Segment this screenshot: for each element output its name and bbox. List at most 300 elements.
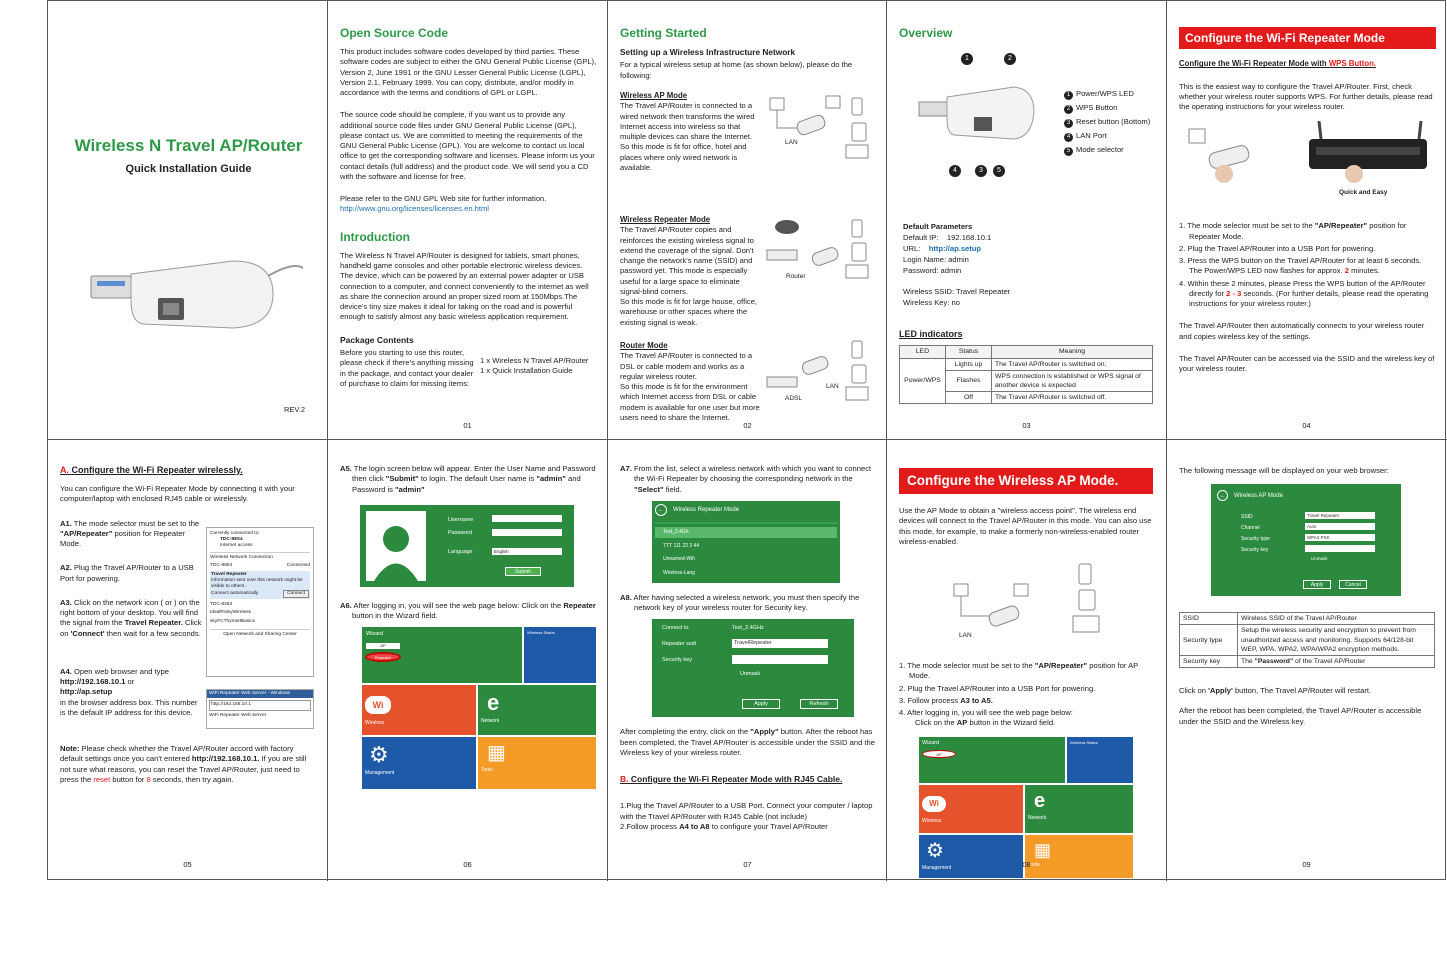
network-item[interactable]: TDC-8463 xyxy=(210,601,233,607)
brochure-sheet xyxy=(47,0,1446,880)
gnu-url-link[interactable]: http://www.gnu.org/licenses/licenses.en.html xyxy=(340,204,489,214)
step-bold: "Select" xyxy=(634,484,664,494)
ap-step-4 xyxy=(899,708,1156,729)
management-label: Management xyxy=(365,769,395,776)
step-text: button in the Wizard field. xyxy=(967,718,1056,728)
reboot-text: After the reboot has been completed, the Travel AP/Router is accessible under the SSID and the Wireless key. xyxy=(1179,706,1422,726)
note-text: After completing the entry, click on the xyxy=(620,727,751,737)
led-table xyxy=(899,345,1153,404)
apply-button[interactable]: Apply xyxy=(1303,580,1331,589)
section-title: Configure the Wi-Fi Repeater Mode with RJ45 Cable. xyxy=(628,774,843,784)
security-type-select[interactable]: WPA2 PSK xyxy=(1305,534,1375,541)
network-row[interactable]: Test_2.4Gh xyxy=(655,527,837,538)
net-status: Connected xyxy=(286,562,310,568)
cover-subtitle: Quick Installation Guide xyxy=(125,162,252,175)
step-bold: AP xyxy=(956,718,968,728)
step-a7 xyxy=(620,464,877,495)
list-title: Wireless Repeater Mode xyxy=(673,506,740,513)
col-header: Status xyxy=(946,346,992,358)
net-info: Information sent over this network might be visible to others. xyxy=(211,577,303,589)
ap-mode-title: Wireless AP Mode xyxy=(1234,492,1283,499)
heading-wifi-repeater: Configure the Wi-Fi Repeater Mode xyxy=(1179,27,1436,49)
wifi-icon: Wi xyxy=(922,796,946,812)
connect-to-label: Connect to xyxy=(662,625,689,632)
heading-package-contents: Package Contents xyxy=(340,334,414,345)
security-key-input[interactable] xyxy=(732,655,828,664)
step-a4 xyxy=(60,667,202,718)
step-bold: 'Connect' xyxy=(70,628,105,638)
unmask-checkbox[interactable]: Unmask xyxy=(1311,556,1328,562)
step-text: Click on the xyxy=(915,718,957,728)
username-label: Username xyxy=(448,516,474,523)
steps-area xyxy=(60,519,317,719)
network-item[interactable]: IdealRoleyWireless xyxy=(210,610,252,616)
password-label: Password xyxy=(448,529,473,536)
security-key-screenshot xyxy=(652,619,854,717)
package-text: Before you starting to use this router, please check if there's anything missing in the package, and contact your dealer of purchase to claim for missing items: xyxy=(340,348,474,388)
step-a8 xyxy=(620,593,877,614)
tools-tile[interactable] xyxy=(1025,835,1133,878)
network-row[interactable]: Unnamed-Wifi xyxy=(663,556,695,563)
ap-step-1 xyxy=(899,661,1156,682)
step-bold: A3 to A5. xyxy=(960,695,993,705)
step-text: minutes. xyxy=(1348,266,1380,276)
note-text: If you are still not sure what reasons, you can reset the Travel AP/Router, just need to press the xyxy=(60,754,307,784)
wps-result: The Travel AP/Router then automatically connects to your wireless router and copies wireless key of the settings. xyxy=(1179,321,1425,341)
ap-diagram xyxy=(899,554,1156,649)
ip-label: Default IP: xyxy=(903,233,939,243)
meaning-cell: The Travel AP/Router is switched on. xyxy=(992,358,1153,370)
cancel-button[interactable]: Cancel xyxy=(1339,580,1367,589)
wireless-tile[interactable] xyxy=(362,685,476,735)
intro-text: The Wireless N Travel AP/Router is designed for tablets, smart phones, handheld game consoles and other portable electronic wireless devices. The device, which can be powered by an external power adapter or USB connection to a computer, and connect conveniently to the internet as well as share the connection around an proper sized room at 150Mbps.The device's tiny size makes it ideal for taking on the road and is powerful enough to satisfy almost any basic wireless application requirement. xyxy=(340,250,589,322)
package-item: 1 x Quick Installation Guide xyxy=(480,366,573,376)
setup-intro: For a typical wireless setup at home (as shown below), please do the following: xyxy=(620,60,853,80)
wps-illustration xyxy=(1179,119,1439,199)
source-code-text: The source code should be complete, if you want us to provide any additional source code files under GNU General Public License (GPL), please contact us. We are committed to meeting the requirements of the GNU General Public License (GPL). You are welcome to contact us local office to get the corresponding software and licenses. Please inform us your contact details (full address) and the product code. We will send you a CD with the software and license for free. xyxy=(340,110,595,181)
step-bold: Repeater xyxy=(563,600,596,610)
sharing-center-link[interactable]: Open Network and Sharing Center xyxy=(210,629,310,638)
wps-steps xyxy=(1179,221,1436,309)
callout-2: 2 xyxy=(1004,53,1016,65)
ap-mode-diagram xyxy=(762,93,882,163)
legend-item: LAN Port xyxy=(1076,131,1107,141)
security-type-label: Security type xyxy=(1241,536,1270,543)
url-label: URL: xyxy=(903,244,921,254)
apply-button[interactable]: Apply xyxy=(742,699,780,709)
setting-desc xyxy=(1238,655,1435,667)
repeater-list-screenshot xyxy=(652,501,840,583)
login-screenshot xyxy=(360,505,574,587)
text-bold: 'Apply' xyxy=(1208,686,1233,696)
security-key-input[interactable] xyxy=(1305,545,1375,552)
step-text: button in the Wizard field. xyxy=(352,611,438,620)
browser-window xyxy=(206,689,314,729)
heading-introduction: Introduction xyxy=(340,229,410,244)
browser-icon: e xyxy=(487,690,500,716)
step-text: 3. Follow process xyxy=(899,695,961,705)
step-text: The login screen below will appear. Enter the User Name and Password then click xyxy=(351,464,596,484)
unmask-checkbox[interactable]: Unmask xyxy=(740,671,761,678)
page-number: 01 xyxy=(463,420,472,430)
status-cell: Off xyxy=(946,392,992,404)
step-text: After having selected a wireless network, you must then specify the network key of your wireless router for Security key. xyxy=(631,592,860,612)
ap-button[interactable]: AP xyxy=(922,750,956,758)
setting-name: SSID xyxy=(1180,613,1238,625)
step-text: position for Repeater Mode. xyxy=(1189,221,1407,241)
ap-dashboard-screenshot xyxy=(919,737,1133,878)
router-mode-diagram xyxy=(762,339,882,409)
net-name: TDC-98S4 xyxy=(220,536,243,542)
apply-restart-text xyxy=(1179,686,1436,696)
step-text: Click on xyxy=(60,618,202,638)
callout-4: 4 xyxy=(949,165,961,177)
note-url: http://192.168.10.1. xyxy=(191,754,260,764)
legend-item: Reset button (Bottom) xyxy=(1076,117,1151,127)
heading-overview: Overview xyxy=(899,26,953,40)
legend-item: WPS Button xyxy=(1076,103,1118,113)
heading-infrastructure: Setting up a Wireless Infrastructure Network xyxy=(620,47,796,58)
wps-subheading-text: Configure the Wi-Fi Repeater Mode with xyxy=(1179,59,1329,69)
repeater-ssid-label: Repeater ssid xyxy=(662,641,696,648)
page-number: 05 xyxy=(183,859,192,869)
gpl-ref-text: Please refer to the GNU GPL Web site for further information. xyxy=(340,194,547,204)
net-current: Currently connected to: xyxy=(210,530,260,536)
section-title: Configure the Wi-Fi Repeater wirelessly. xyxy=(69,465,243,475)
gear-icon: ⚙ xyxy=(926,839,944,862)
desc-bold: "Password" xyxy=(1254,657,1294,665)
page-number: 07 xyxy=(743,859,752,869)
management-tile[interactable] xyxy=(362,737,476,789)
wireless-status-panel: Wireless Status xyxy=(1067,737,1133,783)
wizard-panel xyxy=(362,627,522,683)
step-text: Plug the Travel AP/Router to a USB Port for powering. xyxy=(60,563,194,583)
step-bold: "AP/Repeater" xyxy=(1034,661,1088,671)
network-label: Network xyxy=(481,717,500,724)
step-a2 xyxy=(60,563,202,584)
legend-item: Power/WPS LED xyxy=(1076,89,1134,99)
repeater-mode-text: The Travel AP/Router copies and reinforces the existing wireless signal to extend the coverage of the signal. Don't change the network's name (SSID) and password yet. This mode is especially useful for a large space to eliminate signal-blind corners. xyxy=(620,225,754,296)
wps-intro: This is the easiest way to configure the Travel AP/Router. First, check whether your wireless router supports WPS. For further details, please read the operating instructions for your wireless router. xyxy=(1179,81,1433,112)
step-bold: Travel Repeater. xyxy=(124,618,183,628)
ap-step-2: 2. Plug the Travel AP/Router into a USB Port for powering. xyxy=(899,683,1096,693)
step-label: A2. xyxy=(60,563,72,573)
step-a6 xyxy=(340,601,597,622)
panel-09 xyxy=(1167,440,1446,878)
ap-message-intro: The following message will be displayed on your web browser: xyxy=(1179,466,1389,475)
ap-step-3 xyxy=(899,696,1156,706)
net-section: Wireless Network Connection xyxy=(210,552,310,561)
heading-getting-started: Getting Started xyxy=(620,26,707,40)
step-label: A8. xyxy=(620,592,632,602)
security-key-label: Security key xyxy=(662,657,692,664)
revision-label: REV.2 xyxy=(284,405,305,414)
login-labels xyxy=(448,514,473,559)
ssid-input[interactable]: Travel Repeater xyxy=(1305,512,1375,519)
step-text: then wait for a few seconds. xyxy=(104,628,201,638)
back-icon[interactable]: ← xyxy=(655,504,667,516)
cover-title: Wireless N Travel AP/Router xyxy=(74,136,303,155)
note-text: seconds, then try again. xyxy=(150,774,234,784)
wps-step-1 xyxy=(1179,221,1436,242)
package-contents xyxy=(340,348,597,389)
tools-icon: ▦ xyxy=(1034,839,1052,860)
legend-number: 1 xyxy=(1064,91,1073,100)
wps-diagram xyxy=(1179,119,1436,209)
auto-connect-checkbox[interactable]: Connect automatically xyxy=(211,590,259,596)
wps-step-4 xyxy=(1179,279,1436,310)
management-tile[interactable] xyxy=(919,835,1023,878)
panel-04 xyxy=(1167,1,1446,439)
tools-icon: ▦ xyxy=(487,742,506,765)
username-input[interactable] xyxy=(492,515,562,522)
lan-label: LAN xyxy=(959,632,972,640)
section-letter: A. xyxy=(60,465,69,475)
password-input[interactable] xyxy=(492,529,562,536)
repeater-ssid-input[interactable]: TravelRepeater xyxy=(732,639,828,648)
network-item[interactable]: skyFCThymetIBasics xyxy=(210,619,256,625)
meaning-cell: WPS connection is established or WPS signal of another device is expected xyxy=(992,370,1153,391)
desc-text: of the Travel AP/Router xyxy=(1293,657,1366,665)
lan-label: LAN xyxy=(785,138,798,146)
setting-name: Security key xyxy=(1180,655,1238,667)
wireless-status-panel: Wireless Status xyxy=(524,627,596,683)
wireless-tile[interactable] xyxy=(919,785,1023,833)
network-item-selected[interactable] xyxy=(210,571,310,599)
legend-number: 4 xyxy=(1064,133,1073,142)
ap-button[interactable]: AP xyxy=(366,643,400,649)
wizard-panel xyxy=(919,737,1065,783)
channel-select[interactable]: Auto xyxy=(1305,523,1375,530)
wps-step-2: 2. Plug the Travel AP/Router into a USB Port for powering. xyxy=(1179,243,1376,253)
note-red: 8 xyxy=(146,774,151,784)
tools-tile[interactable] xyxy=(478,737,596,789)
tools-label: Tools xyxy=(481,767,493,774)
router-label: Router xyxy=(786,272,806,280)
setting-desc: Wireless SSID of the Travel AP/Router xyxy=(1238,613,1435,625)
browser-title: WiFi Repeater Web Server - Windows xyxy=(207,690,313,698)
repeater-mode-text-2: So this mode is fit for large house, office, warehouse or other spaces where the existing signal is weak. xyxy=(620,297,758,327)
connect-to-value: Test_2.4GHz xyxy=(732,625,764,632)
ap-intro: Use the AP Mode to obtain a "wireless access point". The wireless end devices will connect to the Travel AP/Router in this mode. You can also use this mode, for example, to make a formerly non-wireless-enabled router wireless-enabled. xyxy=(899,506,1152,546)
step-a1 xyxy=(60,519,202,550)
step-text: Open web browser and type xyxy=(71,666,169,676)
legend-number: 5 xyxy=(1064,147,1073,156)
step-label: A6. xyxy=(340,600,352,610)
note-text: button. After the reboot has been completed, the Travel AP/Router is accessible under the SSID and the Wireless key of your wireless router. xyxy=(620,727,875,757)
step-text: to configure your Travel AP/Router xyxy=(709,821,828,831)
step-red: 2 xyxy=(1344,266,1349,276)
rj45-step-2 xyxy=(620,822,877,832)
device-image xyxy=(83,236,303,366)
package-item: 1 x Wireless N Travel AP/Router xyxy=(480,356,589,366)
wireless-intro: You can configure the Wi-Fi Repeater Mode by connecting it with your computer/laptop with enclosed RJ45 cable or wirelessly. xyxy=(60,484,295,504)
step-text: After logging in, you will see the web page below: Click on the xyxy=(351,600,564,610)
adsl-label: ADSL xyxy=(785,394,802,402)
network-tile[interactable] xyxy=(478,685,596,735)
ssid-label: SSID xyxy=(1241,514,1253,521)
package-list xyxy=(480,356,588,389)
quick-easy-label: Quick and Easy xyxy=(1339,189,1388,197)
network-tile[interactable] xyxy=(1025,785,1133,833)
step-a3 xyxy=(60,598,202,639)
page-number: 03 xyxy=(1022,420,1031,430)
step-bold: "admin" xyxy=(395,484,425,494)
legend-item: Mode selector xyxy=(1076,145,1124,155)
channel-label: Channel xyxy=(1241,525,1260,532)
page-number: 04 xyxy=(1302,420,1311,430)
step-text: 3. Press the WPS button on the Travel AP/Router for at least 6 seconds. The Power/WPS LED now flashes for approx. xyxy=(1179,256,1422,276)
col-header: Meaning xyxy=(992,346,1153,358)
callout-1: 1 xyxy=(961,53,973,65)
ap-mode-text: The Travel AP/Router is connected to a wired network then transforms the wired Internet access into wireless so that multiple devices can share the Internet. xyxy=(620,101,755,142)
security-key-label: Security key xyxy=(1241,547,1269,554)
step-red: 2 - 3 xyxy=(1226,288,1242,298)
heading-rj45 xyxy=(620,774,877,785)
setting-desc: Setup the wireless security and encryption to prevent from unauthorized access and monitoring. Supports 64/128-bit WEP, WPA, WPA2, WPA/WPA2 encryption methods. xyxy=(1238,625,1435,656)
wireless-label: Wireless xyxy=(365,720,385,727)
panel-08 xyxy=(887,440,1166,878)
wireless-ssid: Wireless SSID: Travel Repeater xyxy=(903,287,1011,297)
panel-05 xyxy=(48,440,327,878)
device-overview-image xyxy=(904,57,1044,177)
address-bar[interactable]: http://192.168.10.1 xyxy=(209,700,311,710)
login-name: Login Name: admin xyxy=(903,255,969,265)
network-popup xyxy=(206,527,314,677)
ap-mode-block xyxy=(620,91,877,203)
heading-wireless-config xyxy=(60,464,317,476)
wps-subheading xyxy=(1179,59,1436,70)
back-icon[interactable]: ← xyxy=(1217,490,1228,501)
net-name: Travel Repeater xyxy=(211,571,247,577)
panel-01 xyxy=(328,1,607,439)
step-text: 1. The mode selector must be set to the xyxy=(1179,221,1315,231)
step-label: A3. xyxy=(60,597,72,607)
page-number: 09 xyxy=(1302,859,1311,869)
note-red: reset xyxy=(93,774,111,784)
section-letter: B. xyxy=(620,774,629,784)
submit-button[interactable]: Submit xyxy=(505,567,541,576)
ip-url: http://192.168.10.1 xyxy=(60,677,126,687)
step-bold: "AP/Repeater" xyxy=(1314,221,1368,231)
network-item[interactable]: TDC-9804 xyxy=(210,562,233,568)
legend-number: 3 xyxy=(1064,119,1073,128)
ap-illustration xyxy=(939,554,1139,644)
ip-value: 192.168.10.1 xyxy=(946,233,992,243)
default-parameters xyxy=(903,221,1156,308)
step-label: A7. xyxy=(620,464,632,473)
step-text: seconds. (For further details, please read the operating instructions for your wireless router.) xyxy=(1189,288,1429,309)
overview-diagram xyxy=(899,47,1156,175)
step-text: 1. The mode selector must be set to the xyxy=(899,661,1035,671)
step-text: 4. Within these 2 minutes, please Press the WPS button of the AP/Router directly for xyxy=(1179,278,1426,298)
step-label: A1. xyxy=(60,518,72,528)
step-bold: "Submit" xyxy=(385,474,419,484)
ap-mode-screenshot xyxy=(1211,484,1401,596)
note-bold: "Apply" xyxy=(750,727,779,737)
page-number: 06 xyxy=(463,859,472,869)
step-text: field. xyxy=(663,484,682,494)
panel-07 xyxy=(608,440,887,878)
note-text: button for xyxy=(110,774,147,784)
step-text: or xyxy=(125,677,135,687)
step-text: 2.Follow process xyxy=(620,821,680,831)
tools-label: Tools xyxy=(1028,862,1040,869)
step-a5 xyxy=(340,464,597,495)
wizard-title: Wizard xyxy=(922,739,940,746)
ap-field-labels xyxy=(1241,512,1270,556)
setup-url[interactable]: http://ap.setup xyxy=(928,244,982,254)
language-select[interactable]: English xyxy=(492,548,562,555)
step-label: A4. xyxy=(60,666,72,676)
heading-open-source: Open Source Code xyxy=(340,26,449,40)
password: Password: admin xyxy=(903,266,962,276)
network-row[interactable]: TTT 111 22 3 44 xyxy=(663,542,700,549)
callout-3: 3 xyxy=(975,165,987,177)
note-label: Note: xyxy=(60,744,80,754)
ap-steps xyxy=(899,661,1156,729)
repeater-mode-block xyxy=(620,215,877,341)
connect-button[interactable]: Connect xyxy=(283,590,309,598)
step-text: position for Repeater Mode. xyxy=(60,528,185,549)
panel-06 xyxy=(328,440,607,878)
col-header: LED xyxy=(900,346,946,358)
wps-access: The Travel AP/Router can be accessed via the SSID and the wireless key of your wireless router. xyxy=(1179,353,1435,374)
setup-url: http://ap.setup xyxy=(60,687,113,697)
step-text: to login. The default User name is xyxy=(418,474,537,484)
text: button, The Travel AP/Router will restart. xyxy=(1232,686,1372,696)
language-label: Language xyxy=(448,548,473,555)
ap-settings-table xyxy=(1179,612,1435,668)
note xyxy=(60,744,317,785)
gear-icon: ⚙ xyxy=(369,742,389,768)
browser-tab[interactable]: WiFi Repeater Web Server xyxy=(209,712,267,718)
step-bold: A4 to A8 xyxy=(679,821,710,831)
led-cell: Power/WPS xyxy=(900,358,946,404)
network-row[interactable]: Wireless-Lang xyxy=(663,570,695,576)
overview-legend xyxy=(1064,87,1150,157)
step-bold: "admin" xyxy=(536,474,566,484)
status-cell: Flashes xyxy=(946,370,992,391)
heading-ap-mode: Wireless AP Mode xyxy=(620,90,688,100)
router-mode-text-2: So this mode is fit for the environment which Internet access from DSL or cable modem is available for one user but more users need to share the Internet. xyxy=(620,382,760,422)
heading-default-params: Default Parameters xyxy=(903,222,973,232)
user-silhouette-icon xyxy=(366,511,426,581)
setting-name: Security type xyxy=(1180,625,1238,656)
panel-03 xyxy=(887,1,1166,439)
refresh-button[interactable]: Refresh xyxy=(800,699,838,709)
heading-repeater-mode: Wireless Repeater Mode xyxy=(620,214,711,224)
wps-subheading-red: WPS Button. xyxy=(1328,59,1377,69)
step-text: and Password is xyxy=(352,474,581,494)
wireless-key: Wireless Key: no xyxy=(903,298,960,308)
network-label: Network xyxy=(1028,814,1047,821)
panel-02 xyxy=(608,1,887,439)
browser-icon: e xyxy=(1034,789,1046,812)
ap-mode-text-2: So this mode is fit for office, hotel and places where only wired network is available. xyxy=(620,142,747,172)
step-text: in the browser address box. This number is the default IP address for this device. xyxy=(60,697,198,717)
step-text: The mode selector must be set to the xyxy=(71,518,200,528)
management-label: Management xyxy=(922,864,952,871)
callout-5: 5 xyxy=(993,165,1005,177)
wifi-icon: Wi xyxy=(365,696,391,714)
step-bold: "AP/Repeater" xyxy=(60,528,113,538)
repeater-mode-diagram xyxy=(762,215,882,285)
desc-text: The xyxy=(1241,657,1255,665)
gpl-text: This product includes software codes developed by third parties. These software codes are subject to either the GNU General Public License (GPL), Version 2, June 1991 or the GNU Lesser General Public License (LGPL), Version 2.1, February 1999. You can copy, distribute, and/or modify in accordance with the terms and conditions of GPL or LGPL. xyxy=(340,47,597,98)
repeater-button[interactable]: Repeater xyxy=(366,653,400,661)
wizard-title: Wizard xyxy=(366,631,384,638)
